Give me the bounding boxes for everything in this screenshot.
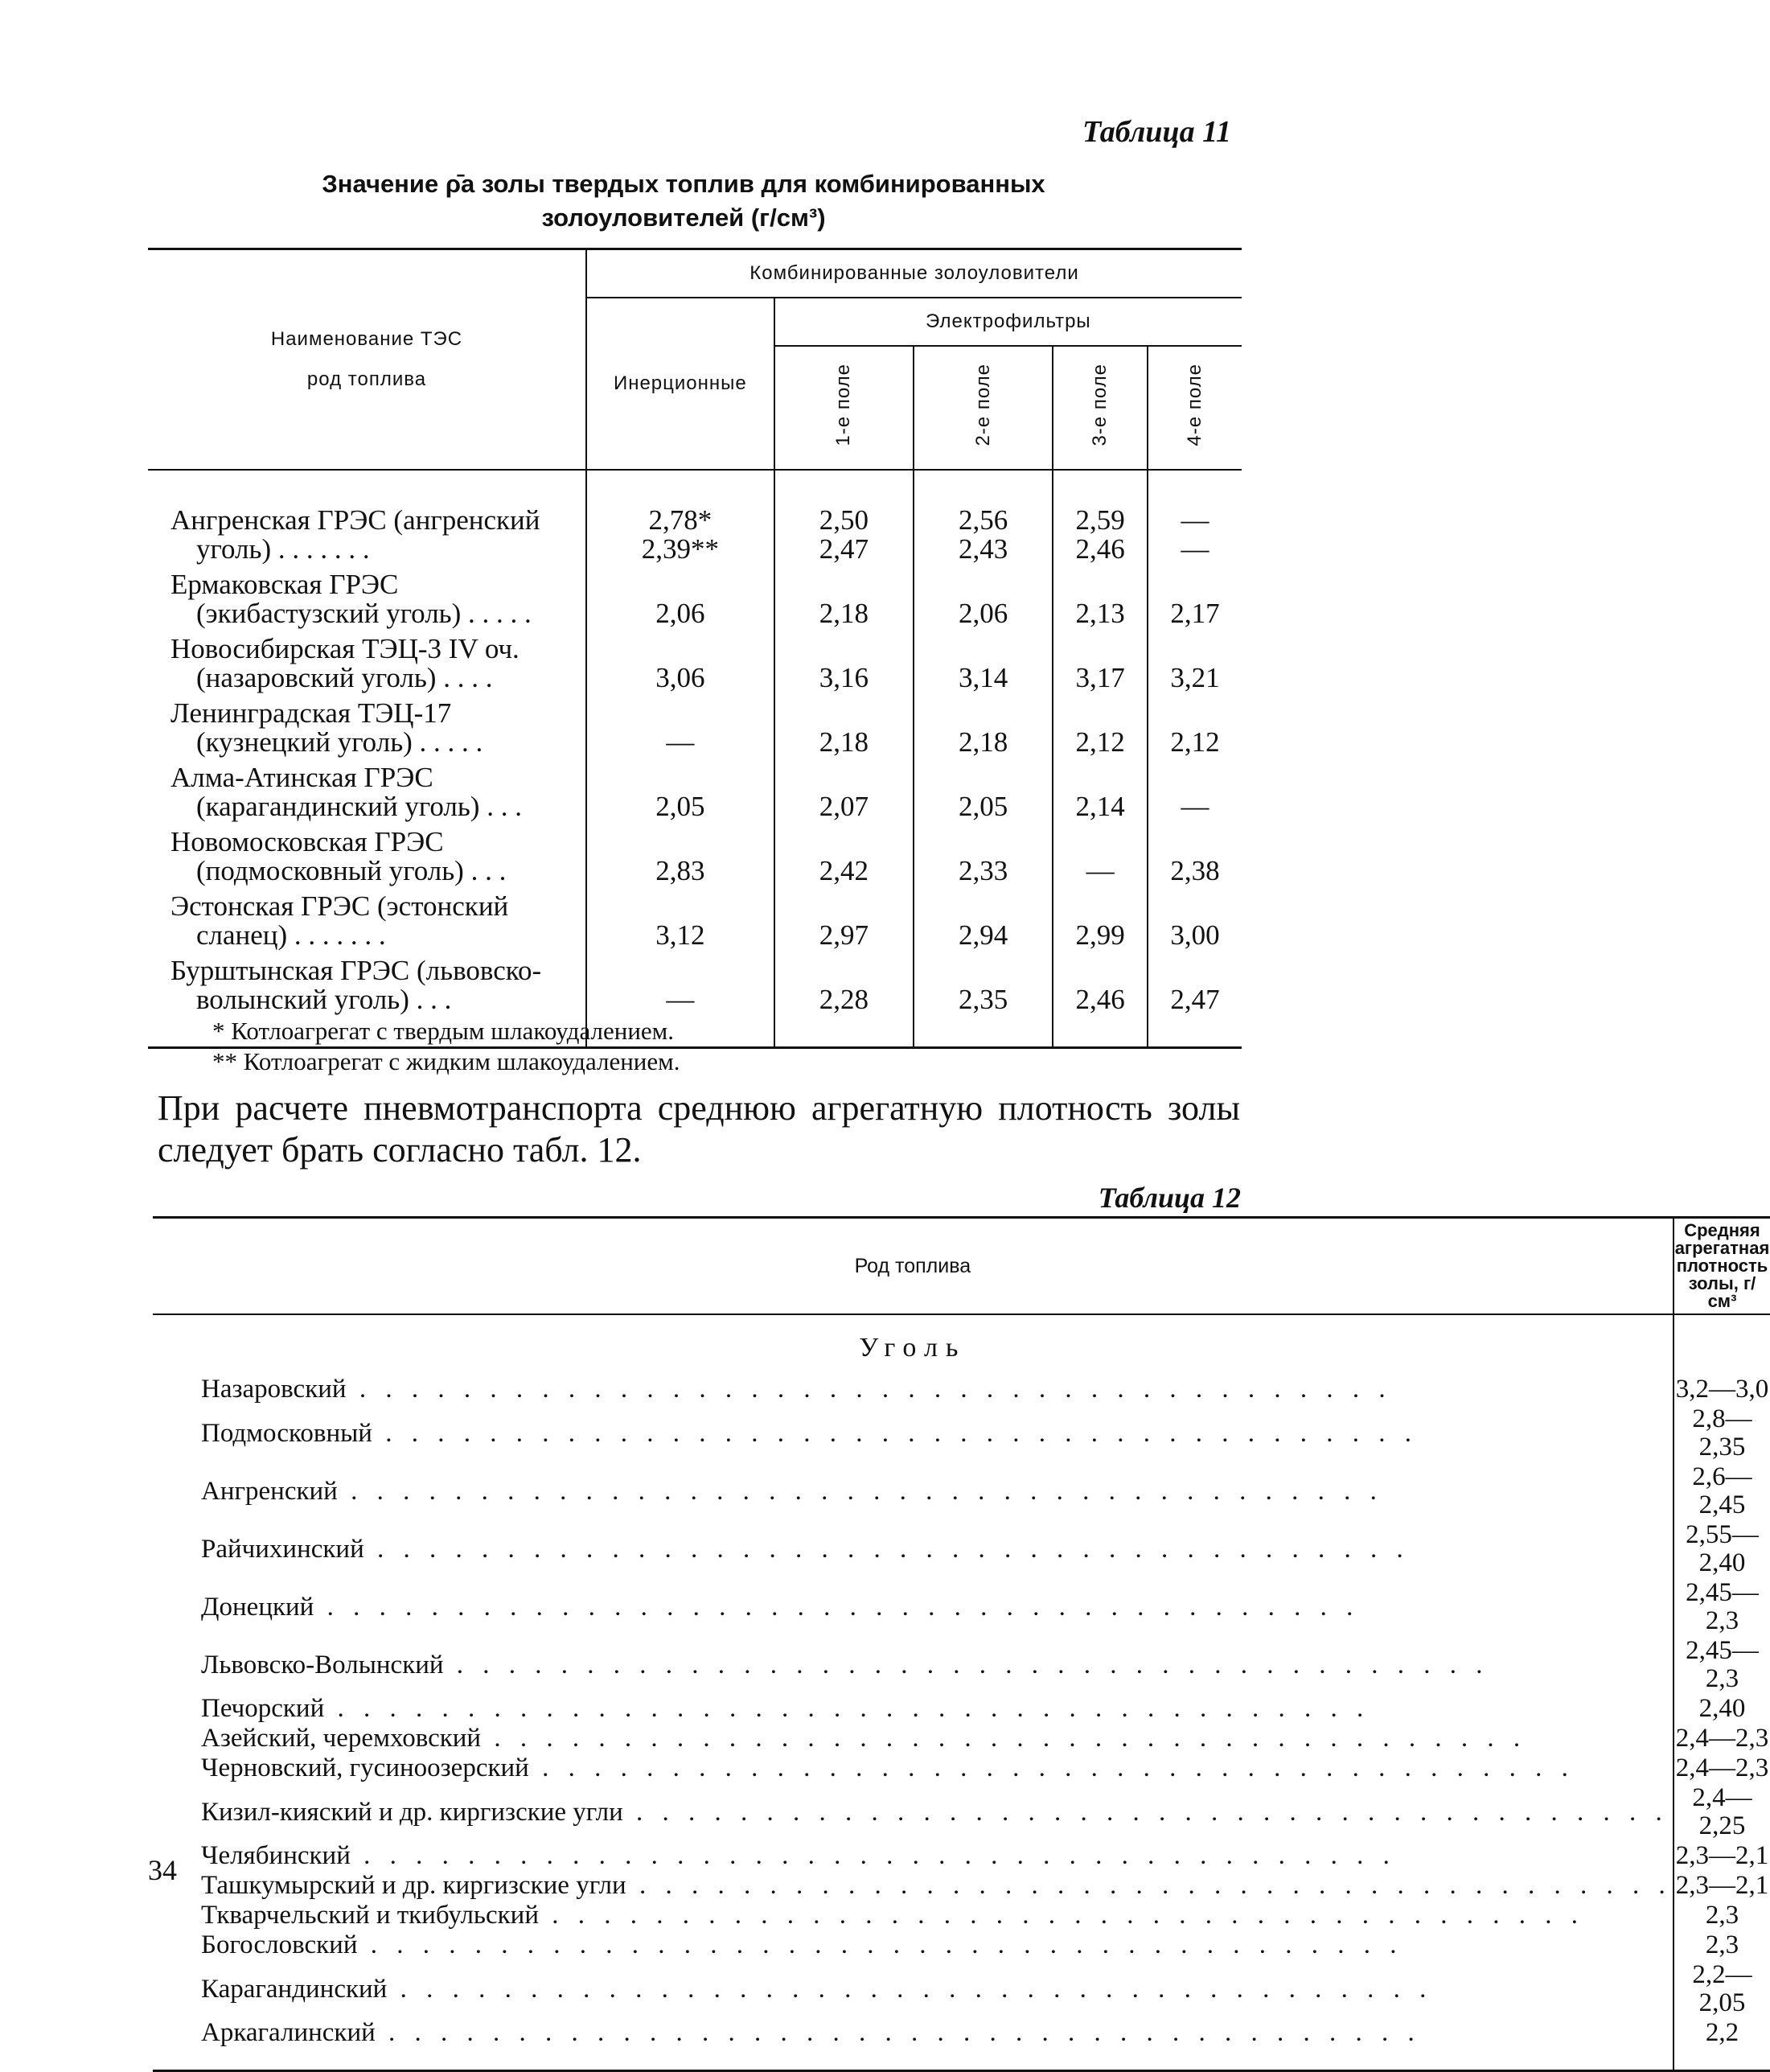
col-header-group: Комбинированные золоуловители [586,249,1242,298]
table11-label: Таблица 11 [1082,115,1231,149]
station-name: Ангренская ГРЭС (ангренский уголь) . . . . . . . [170,504,540,565]
table-row [148,821,1242,886]
density-value: 3,2—3,0 [1673,1375,1770,1404]
col-header-electro: Электрофильтры [774,298,1242,346]
fuel-name-text: Аркагалинский [201,2018,376,2047]
value-field-4: 3,21 [1148,628,1242,693]
table-row [153,1960,1770,2018]
table-row [148,470,1242,564]
density-value: 2,4—2,3 [1673,1724,1770,1753]
fuel-name [153,1404,1673,1462]
density-value: 2,3 [1673,1901,1770,1930]
fuel-name [153,1462,1673,1520]
leader-dots: . . . . . . . . . . . . . . . . . . . . . . . . . . . . . . . . . . . . . . . . [481,1724,1527,1753]
value-field-3: 2,12 [1053,693,1148,757]
value-field-4: — — [1148,470,1242,564]
table-row [148,693,1242,757]
value-field-1: 2,28 [774,950,914,1048]
value-field-2: 2,35 [914,950,1053,1048]
fuel-name [153,1694,1673,1724]
density-value: 2,40 [1673,1694,1770,1724]
fuel-name [153,1578,1673,1636]
leader-dots: . . . . . . . . . . . . . . . . . . . . . . . . . . . . . . . . . . . . . . . . [350,1841,1396,1870]
col-header-field-4: 4-е поле [1148,346,1242,470]
leader-dots: . . . . . . . . . . . . . . . . . . . . . . . . . . . . . . . . . . . . . . . . [626,1871,1672,1900]
fuel-name-text: Донецкий [201,1592,314,1622]
value-inertial: 2,83 [586,821,774,886]
table-row [148,757,1242,821]
col-header-name [148,249,586,471]
table-row [153,1783,1770,1841]
value-field-1: 2,97 [774,886,914,950]
value-inertial: — [586,693,774,757]
col-header-fuel: Род топлива [153,1218,1673,1315]
value-field-2: 2,33 [914,821,1053,886]
fuel-name [153,1930,1673,1960]
value-field-3: 2,13 [1053,564,1148,628]
leader-dots: . . . . . . . . . . . . . . . . . . . . . . . . . . . . . . . . . . . . . . . . [337,1476,1383,1506]
col-header-field-3: 3-е поле [1053,346,1148,470]
density-value: 2,2 [1673,2018,1770,2071]
value-field-3: 2,59 2,46 [1053,470,1148,564]
leader-dots: . . . . . . . . . . . . . . . . . . . . . . . . . . . . . . . . . . . . . . . . [375,2018,1421,2047]
leader-dots: . . . . . . . . . . . . . . . . . . . . . . . . . . . . . . . . . . . . . . . . [528,1753,1575,1782]
table-row [153,1462,1770,1520]
table-row [153,1753,1770,1783]
leader-dots: . . . . . . . . . . . . . . . . . . . . . . . . . . . . . . . . . . . . . . . . [443,1650,1489,1679]
fuel-name-text: Черновский, гусиноозерский [201,1753,529,1782]
value-field-2: 2,06 [914,564,1053,628]
value-field-2: 2,56 2,43 [914,470,1053,564]
col-header-field-2: 2-е поле [914,346,1053,470]
leader-dots: . . . . . . . . . . . . . . . . . . . . . . . . . . . . . . . . . . . . . . . . [538,1901,1584,1930]
fuel-name-text: Назаровский [201,1375,347,1404]
value-field-4: 3,00 [1148,886,1242,950]
table11-body [148,470,1242,1048]
fuel-name-text: Челябинский [201,1841,351,1870]
station-name: Алма-Атинская ГРЭС (карагандинский уголь) . . . [170,762,522,822]
leader-dots: . . . . . . . . . . . . . . . . . . . . . . . . . . . . . . . . . . . . . . . . [314,1592,1360,1622]
fuel-name-text: Подмосковный [201,1418,372,1448]
fuel-name-text: Ангренский [201,1476,338,1506]
table-row [148,628,1242,693]
value-field-4: 2,38 [1148,821,1242,886]
value-field-2: 2,94 [914,886,1053,950]
fuel-name-text: Богословский [201,1930,358,1959]
fuel-name-text: Райчихинский [201,1534,364,1564]
value-field-2: 2,05 [914,757,1053,821]
value-inertial: — [586,950,774,1048]
table11-title: Значение ρ̄a золы твердых топлив для комбинированных золоуловителей (г/см³) [322,170,1045,232]
value-field-3: — [1053,821,1148,886]
value-field-3: 3,17 [1053,628,1148,693]
value-field-1: 2,42 [774,821,914,886]
leader-dots: . . . . . . . . . . . . . . . . . . . . . . . . . . . . . . . . . . . . . . . . [363,1534,1410,1564]
table-row [153,1578,1770,1636]
station-name: Бурштынская ГРЭС (львовско-волынский уголь) . . . [170,955,542,1015]
fuel-name [153,1724,1673,1753]
table-row [153,1520,1770,1578]
footnote-1: * Котлоагрегат с твердым шлакоудалением. [212,1017,675,1045]
col-header-name-sub: род топлива [306,368,427,390]
fuel-name-text: Кизил-кияский и др. киргизские угли [201,1797,623,1827]
table-row [153,1694,1770,1724]
section-heading: Уголь [859,1333,967,1363]
section-row [153,1314,1770,1375]
station-name: Новосибирская ТЭЦ-3 IV оч. (назаровский уголь) . . . . [170,633,520,693]
fuel-name [153,1753,1673,1783]
leader-dots: . . . . . . . . . . . . . . . . . . . . . . . . . . . . . . . . . . . . . . . . [324,1694,1370,1723]
fuel-name-text: Ташкумырский и др. киргизские угли [201,1871,626,1900]
col-header-density: Средняя агрегатная плотность золы, г/см³ [1673,1218,1770,1315]
fuel-name [153,1960,1673,2018]
value-field-1: 2,07 [774,757,914,821]
density-value: 2,3 [1673,1930,1770,1960]
station-name: Ленинградская ТЭЦ-17 (кузнецкий уголь) . . . . . [170,697,483,758]
leader-dots: . . . . . . . . . . . . . . . . . . . . . . . . . . . . . . . . . . . . . . . . [622,1797,1669,1827]
col-header-name-main: Наименование ТЭС [270,328,463,350]
density-value: 2,3—2,1 [1673,1871,1770,1901]
fuel-name-text: Азейский, черемховский [201,1724,482,1753]
fuel-name-text: Ткварчельский и ткибульский [201,1901,539,1930]
value-inertial: 2,06 [586,564,774,628]
table-row [153,1724,1770,1753]
table-row [153,1871,1770,1901]
density-value: 2,3—2,1 [1673,1841,1770,1871]
density-value: 2,2—2,05 [1673,1960,1770,2018]
value-inertial: 2,05 [586,757,774,821]
value-field-1: 3,16 [774,628,914,693]
fuel-name [153,1375,1673,1404]
fuel-name [153,1871,1673,1901]
fuel-name [153,1901,1673,1930]
table12-body [153,1314,1770,2071]
density-value: 2,45—2,3 [1673,1578,1770,1636]
section-spacer [1673,1314,1770,1375]
fuel-name [153,1841,1673,1871]
value-inertial: 2,78* 2,39** [586,470,774,564]
table-row [153,1901,1770,1930]
value-field-4: 2,17 [1148,564,1242,628]
station-name: Ермаковская ГРЭС (экибастузский уголь) . . . . . [170,569,532,629]
table-row [153,1375,1770,1404]
density-value: 2,6—2,45 [1673,1462,1770,1520]
density-value: 2,8—2,35 [1673,1404,1770,1462]
table12 [153,1216,1770,2072]
value-field-1: 2,18 [774,693,914,757]
table-row [153,1636,1770,1694]
table12-label: Таблица 12 [1098,1182,1241,1214]
table-row [153,1841,1770,1871]
fuel-name [153,1520,1673,1578]
value-inertial: 3,12 [586,886,774,950]
value-field-1: 2,18 [774,564,914,628]
value-field-3: 2,14 [1053,757,1148,821]
station-name: Эстонская ГРЭС (эстонский сланец) . . . . . . . [170,890,509,951]
value-inertial: 3,06 [586,628,774,693]
table-row [153,2018,1770,2071]
leader-dots: . . . . . . . . . . . . . . . . . . . . . . . . . . . . . . . . . . . . . . . . [357,1930,1403,1959]
table-row [148,886,1242,950]
fuel-name [153,2018,1673,2071]
col-header-inertial: Инерционные [586,298,774,470]
fuel-name-text: Львовско-Волынский [201,1650,444,1679]
fuel-name-text: Карагандинский [201,1974,388,2004]
value-field-4: 2,12 [1148,693,1242,757]
col-header-field-1: 1-е поле [774,346,914,470]
table-row [153,1404,1770,1462]
station-name: Новомосковская ГРЭС (подмосковный уголь) . . . [170,826,507,886]
value-field-1: 2,50 2,47 [774,470,914,564]
fuel-name [153,1636,1673,1694]
density-value: 2,45—2,3 [1673,1636,1770,1694]
fuel-name [153,1783,1673,1841]
value-field-3: 2,46 [1053,950,1148,1048]
density-value: 2,4—2,3 [1673,1753,1770,1783]
value-field-4: — [1148,757,1242,821]
value-field-4: 2,47 [1148,950,1242,1048]
value-field-2: 3,14 [914,628,1053,693]
table11 [148,248,1242,1049]
value-field-2: 2,18 [914,693,1053,757]
page-number: 34 [148,1854,177,1886]
table-row [153,1930,1770,1960]
value-field-3: 2,99 [1053,886,1148,950]
leader-dots: . . . . . . . . . . . . . . . . . . . . . . . . . . . . . . . . . . . . . . . . [387,1974,1433,2004]
fuel-name-text: Печорский [201,1694,325,1723]
density-value: 2,55—2,40 [1673,1520,1770,1578]
density-value: 2,4—2,25 [1673,1783,1770,1841]
body-paragraph: При расчете пневмотранспорта среднюю агрегатную плотность золы следует брать согласно табл. 12. [158,1088,1240,1170]
table-row [148,564,1242,628]
footnote-2: ** Котлоагрегат с жидким шлакоудалением. [212,1047,680,1075]
leader-dots: . . . . . . . . . . . . . . . . . . . . . . . . . . . . . . . . . . . . . . . . [372,1418,1418,1448]
leader-dots: . . . . . . . . . . . . . . . . . . . . . . . . . . . . . . . . . . . . . . . . [346,1375,1392,1404]
